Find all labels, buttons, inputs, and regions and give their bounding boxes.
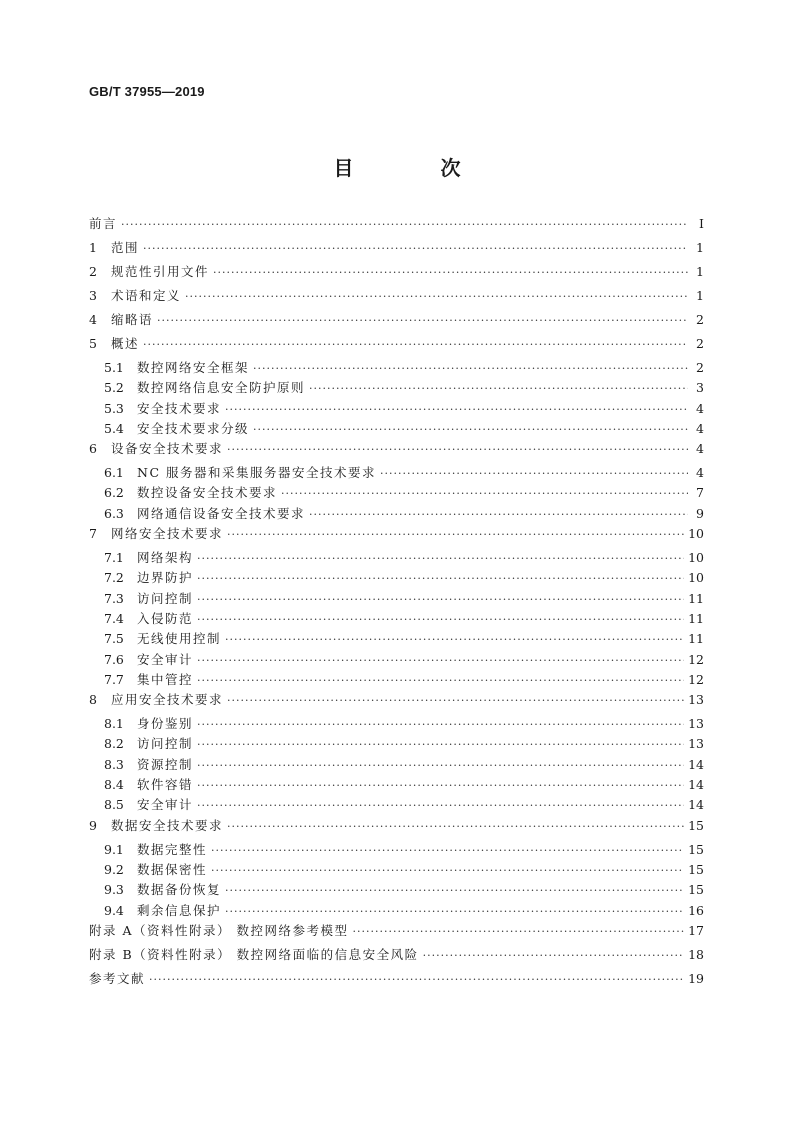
toc-entry-number: 7.4 [104,610,124,626]
toc-entry-title: 规范性引用文件 [111,264,210,279]
toc-leader-dots [197,613,684,626]
table-of-contents [89,214,704,993]
toc-leader-dots [227,694,684,707]
toc-entry-number: 8.4 [104,777,124,793]
toc-leader-dots [225,905,684,918]
toc-entry-page-number: 9 [696,505,704,521]
toc-entry-title: 身份鉴别 [137,716,194,732]
toc-entry-title: 数据备份恢复 [137,882,222,898]
toc-entry-page-number: 19 [688,970,704,986]
toc-entry-page-number: 13 [688,692,704,708]
toc-entry-page-number: 11 [688,610,704,626]
toc-entry[interactable] [89,419,704,439]
toc-leader-dots [211,844,684,857]
toc-entry-page-number: 3 [696,380,704,396]
toc-entry-title: 无线使用控制 [137,631,222,647]
toc-entry-title: 安全技术要求 [137,400,222,416]
toc-entry-page-number: 11 [688,631,704,647]
toc-leader-dots [423,949,684,962]
toc-entry-number: 7.1 [104,550,124,566]
toc-leader-dots [197,572,684,585]
toc-entry[interactable] [89,901,704,921]
toc-leader-dots [309,508,688,521]
toc-entry-number: 4 [89,312,97,327]
toc-leader-dots [281,487,688,500]
toc-entry-page-number: 13 [688,716,704,732]
toc-entry-number: 5.1 [104,360,124,375]
toc-entry[interactable] [89,969,704,989]
toc-leader-dots [225,884,684,897]
toc-entry-page-number: 12 [688,651,704,667]
toc-entry-page-number: 10 [688,550,704,566]
toc-entry-title: 剩余信息保护 [137,902,222,918]
toc-leader-dots [143,242,688,255]
toc-entry-page-number: 15 [688,817,704,833]
toc-leader-dots [380,467,688,480]
toc-entry[interactable] [89,286,704,306]
toc-entry-number: 9.4 [104,902,124,918]
toc-entry-number: 8 [89,692,97,708]
toc-entry[interactable] [89,714,704,734]
toc-entry[interactable] [89,650,704,670]
toc-entry-title: 概述 [111,336,140,351]
toc-entry[interactable] [89,840,704,860]
toc-entry[interactable] [89,483,704,503]
toc-entry[interactable] [89,690,704,710]
toc-entry-number: 7.2 [104,570,124,586]
toc-entry[interactable] [89,262,704,282]
toc-leader-dots [197,552,684,565]
toc-leader-dots [253,423,688,436]
toc-entry[interactable] [89,399,704,419]
toc-entry-title: 边界防护 [137,570,194,586]
toc-entry-number: 8.1 [104,716,124,732]
toc-leader-dots [227,443,688,456]
toc-entry-page-number: 14 [688,756,704,772]
toc-entry-title: 入侵防范 [137,610,194,626]
toc-leader-dots [197,759,684,772]
toc-entry[interactable] [89,795,704,815]
toc-leader-dots [225,633,684,646]
toc-entry-page-number: 4 [696,420,704,436]
toc-entry-page-number: 2 [696,336,704,351]
toc-leader-dots [211,864,684,877]
toc-entry-page-number: 10 [688,526,704,542]
toc-entry-number: 1 [89,240,97,255]
toc-entry-number: 9 [89,817,97,833]
toc-leader-dots [197,738,684,751]
toc-entry-page-number: 15 [688,861,704,877]
toc-leader-dots [197,799,684,812]
toc-entry-page-number: 11 [688,590,704,606]
toc-entry[interactable] [89,214,704,234]
toc-entry-page-number: 14 [688,797,704,813]
toc-leader-dots [121,218,688,231]
toc-entry-title: 数控网络信息安全防护原则 [137,380,306,396]
toc-leader-dots [197,779,684,792]
toc-entry[interactable] [89,524,704,544]
toc-entry-number: 8.2 [104,736,124,752]
toc-leader-dots [213,266,688,279]
toc-entry-page-number: 15 [688,882,704,898]
toc-entry-title: 网络架构 [137,550,194,566]
toc-entry[interactable] [89,310,704,330]
toc-entry[interactable] [89,629,704,649]
toc-entry-title: 附录 B（资料性附录） 数控网络面临的信息安全风险 [89,946,419,962]
toc-entry[interactable] [89,755,704,775]
toc-entry-number: 7.7 [104,671,124,687]
toc-entry-number: 7 [89,526,97,542]
toc-leader-dots [309,382,688,395]
toc-leader-dots [143,338,688,351]
toc-entry-number: 5.3 [104,400,124,416]
toc-entry-page-number: 1 [696,240,704,255]
toc-entry[interactable] [89,463,704,483]
toc-entry-number: 9.1 [104,841,124,857]
toc-entry-number: 5.4 [104,420,124,436]
toc-entry-title: 数控设备安全技术要求 [137,485,278,501]
toc-entry-page-number: 2 [696,360,704,375]
toc-entry-page-number: 2 [696,312,704,327]
toc-leader-dots [149,973,684,986]
toc-entry-page-number: 12 [688,671,704,687]
toc-entry[interactable] [89,568,704,588]
toc-entry-number: 2 [89,264,97,279]
toc-entry[interactable] [89,609,704,629]
toc-entry[interactable] [89,589,704,609]
toc-leader-dots [197,674,684,687]
toc-entry[interactable] [89,734,704,754]
toc-leader-dots [157,314,688,327]
toc-entry[interactable] [89,880,704,900]
toc-entry-page-number: 16 [688,902,704,918]
toc-leader-dots [227,528,684,541]
toc-entry-page-number: 17 [688,922,704,938]
toc-entry-number: 7.5 [104,631,124,647]
standard-code: GB/T 37955—2019 [89,84,205,99]
toc-entry-page-number: 15 [688,841,704,857]
toc-leader-dots [197,593,684,606]
toc-entry-number: 6.3 [104,505,124,521]
toc-entry-title: 网络安全技术要求 [111,526,224,542]
toc-entry-title: NC 服务器和采集服务器安全技术要求 [137,465,376,481]
toc-entry-title: 数据完整性 [137,841,208,857]
toc-entry-number: 9.3 [104,882,124,898]
toc-entry-title: 访问控制 [137,590,194,606]
toc-entry[interactable] [89,548,704,568]
toc-leader-dots [253,362,688,375]
toc-leader-dots [352,925,684,938]
toc-entry-page-number: 14 [688,777,704,793]
toc-entry-page-number: 1 [696,288,704,303]
toc-leader-dots [197,718,684,731]
toc-leader-dots [197,654,684,667]
toc-leader-dots [185,290,688,303]
toc-entry-title: 应用安全技术要求 [111,692,224,708]
toc-entry-title: 访问控制 [137,736,194,752]
toc-entry-number: 6.2 [104,485,124,501]
toc-entry-title: 参考文献 [89,970,146,986]
toc-entry-title: 附录 A（资料性附录） 数控网络参考模型 [89,922,349,938]
toc-entry[interactable] [89,816,704,836]
toc-entry[interactable] [89,378,704,398]
toc-entry-title: 集中管控 [137,671,194,687]
toc-entry-page-number: 4 [696,441,704,457]
toc-entry[interactable] [89,439,704,459]
toc-entry-page-number: I [699,216,704,231]
toc-entry-page-number: 10 [688,570,704,586]
page-title: 目 次 [333,156,501,180]
toc-entry-title: 资源控制 [137,756,194,772]
toc-entry-page-number: 18 [688,946,704,962]
toc-entry-title: 数据保密性 [137,861,208,877]
toc-entry-number: 7.6 [104,651,124,667]
toc-entry-page-number: 4 [696,465,704,481]
toc-entry-number: 9.2 [104,861,124,877]
toc-leader-dots [225,403,688,416]
toc-entry-number: 6 [89,441,97,457]
toc-entry[interactable] [89,334,704,354]
toc-entry-title: 数据安全技术要求 [111,817,224,833]
toc-entry-title: 安全技术要求分级 [137,420,250,436]
toc-entry[interactable] [89,358,704,378]
toc-entry[interactable] [89,504,704,524]
toc-entry-title: 数控网络安全框架 [137,360,250,375]
toc-leader-dots [227,820,684,833]
toc-entry-number: 8.3 [104,756,124,772]
toc-entry-title: 软件容错 [137,777,194,793]
toc-entry-page-number: 7 [696,485,704,501]
toc-entry-number: 5 [89,336,97,351]
toc-entry-title: 范围 [111,240,140,255]
toc-entry-title: 安全审计 [137,797,194,813]
toc-entry-number: 7.3 [104,590,124,606]
toc-entry-page-number: 13 [688,736,704,752]
toc-entry-title: 缩略语 [111,312,154,327]
toc-entry-title: 设备安全技术要求 [111,441,224,457]
toc-entry[interactable] [89,860,704,880]
toc-entry-number: 6.1 [104,465,124,481]
toc-entry[interactable] [89,238,704,258]
toc-entry-page-number: 4 [696,400,704,416]
toc-entry[interactable] [89,921,704,941]
toc-entry-number: 8.5 [104,797,124,813]
toc-entry-title: 安全审计 [137,651,194,667]
toc-entry[interactable] [89,775,704,795]
toc-entry-title: 术语和定义 [111,288,182,303]
toc-entry-title: 前言 [89,216,118,231]
toc-entry-number: 5.2 [104,380,124,396]
toc-entry-number: 3 [89,288,97,303]
toc-entry[interactable] [89,670,704,690]
toc-entry[interactable] [89,945,704,965]
toc-entry-title: 网络通信设备安全技术要求 [137,505,306,521]
toc-entry-page-number: 1 [696,264,704,279]
